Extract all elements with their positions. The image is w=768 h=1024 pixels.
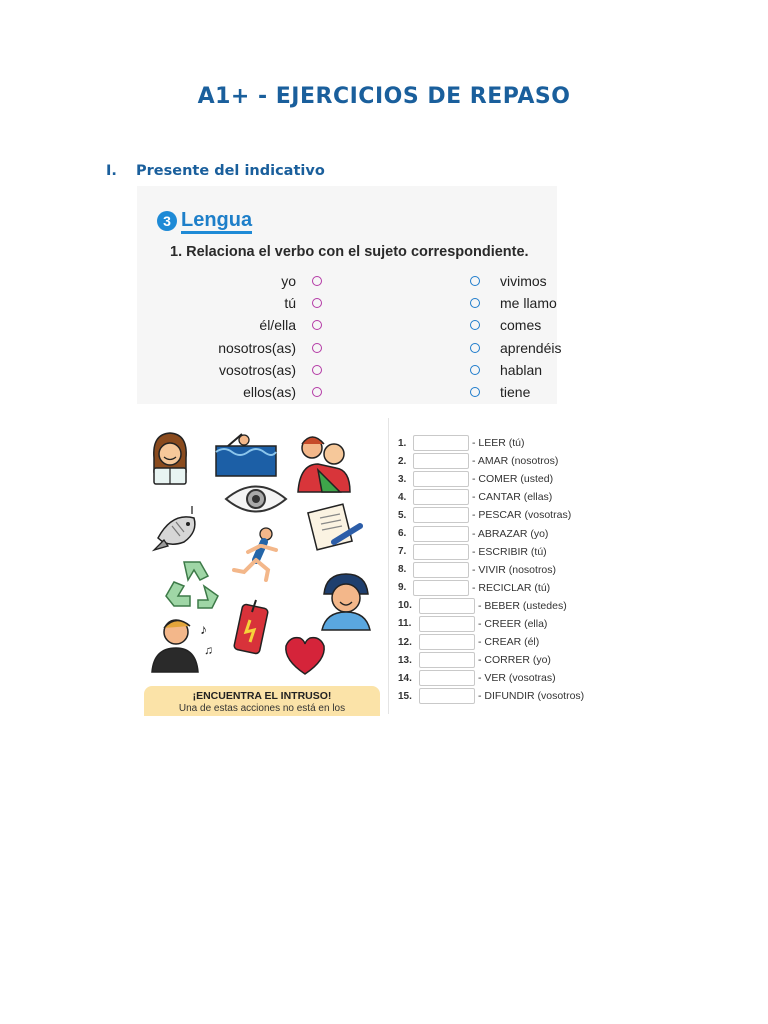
verb-row [470, 337, 570, 359]
answer-box[interactable] [413, 435, 469, 451]
answer-box[interactable] [413, 507, 469, 523]
item-number: 6. [398, 528, 407, 540]
answer-box[interactable] [413, 580, 469, 596]
item-text: - BEBER (ustedes) [478, 599, 567, 612]
list-item [398, 470, 608, 488]
list-item [398, 615, 608, 633]
list-item [398, 579, 608, 597]
circle-icon [312, 387, 322, 397]
item-number: 7. [398, 546, 407, 558]
circle-icon [470, 276, 480, 286]
item-text: - ESCRIBIR (tú) [472, 545, 547, 558]
item-text: - CORRER (yo) [478, 654, 551, 667]
list-item [398, 651, 608, 669]
verbs-column [470, 270, 570, 403]
subject-row [137, 381, 322, 403]
item-text: - DIFUNDIR (vosotros) [478, 690, 585, 703]
item-number: 1. [398, 437, 407, 449]
verb-row [470, 359, 570, 381]
section-heading [106, 163, 325, 179]
answer-box[interactable] [413, 489, 469, 505]
item-text: - AMAR (nosotros) [472, 455, 559, 468]
circle-icon [470, 343, 480, 353]
verb-label: tiene [500, 384, 531, 401]
item-number: 14. [398, 672, 412, 684]
reading-girl-icon [146, 428, 194, 486]
item-number: 4. [398, 491, 407, 503]
item-text: - ABRAZAR (yo) [472, 527, 549, 540]
item-number: 2. [398, 455, 407, 467]
conjugation-list [398, 434, 608, 705]
item-text: - LEER (tú) [472, 437, 525, 450]
hug-icon [292, 430, 356, 494]
list-item [398, 488, 608, 506]
subject-label: tú [284, 295, 296, 312]
verb-label: vivimos [500, 273, 547, 290]
eating-man-icon [316, 568, 376, 632]
item-text: - CREAR (él) [478, 636, 540, 649]
swimmer-icon [214, 430, 278, 478]
list-item [398, 561, 608, 579]
illustrations-panel [140, 418, 390, 714]
subject-label: él/ella [259, 317, 296, 334]
item-number: 8. [398, 564, 407, 576]
verb-row [470, 314, 570, 336]
item-number: 13. [398, 654, 412, 666]
item-text: - PESCAR (vosotras) [472, 509, 572, 522]
writing-paper-icon [304, 502, 364, 552]
item-text: - VER (vosotras) [478, 672, 556, 685]
lengua-word: Lengua [181, 209, 252, 234]
answer-box[interactable] [419, 670, 475, 686]
circle-icon [470, 320, 480, 330]
verb-label: hablan [500, 361, 543, 378]
list-item [398, 687, 608, 705]
list-item [398, 633, 608, 651]
answer-box[interactable] [419, 688, 475, 704]
eye-icon [224, 482, 288, 516]
circle-icon [312, 320, 322, 330]
lengua-heading [157, 208, 252, 234]
answer-box[interactable] [419, 634, 475, 650]
matching-exercise-image [137, 186, 562, 404]
subject-row [137, 292, 322, 314]
subjects-column [137, 270, 322, 403]
answer-box[interactable] [419, 652, 475, 668]
answer-box[interactable] [413, 526, 469, 542]
subject-row [137, 359, 322, 381]
column-divider [388, 418, 389, 714]
circle-icon [312, 276, 322, 286]
verb-label: me llamo [500, 295, 557, 312]
page-title: A1+ - EJERCICIOS DE REPASO [197, 84, 571, 109]
list-item [398, 506, 608, 524]
item-number: 11. [398, 618, 412, 630]
circle-icon [312, 343, 322, 353]
subject-row [137, 314, 322, 336]
list-item [398, 543, 608, 561]
subject-row [137, 337, 322, 359]
circle-icon [470, 387, 480, 397]
badge-number: 3 [157, 211, 177, 231]
item-number: 12. [398, 636, 412, 648]
item-text: - CREER (ella) [478, 617, 548, 630]
answer-box[interactable] [413, 471, 469, 487]
soda-can-icon [232, 598, 272, 656]
item-text: - VIVIR (nosotros) [472, 563, 557, 576]
runner-icon [230, 526, 290, 582]
heart-icon [282, 634, 328, 678]
item-number: 3. [398, 473, 407, 485]
verb-label: comes [500, 317, 542, 334]
item-number: 5. [398, 509, 407, 521]
subject-label: vosotros(as) [218, 361, 296, 378]
circle-icon [312, 298, 322, 308]
svg-text:♫: ♫ [204, 643, 213, 657]
item-text: - CANTAR (ellas) [472, 491, 553, 504]
subject-row [137, 270, 322, 292]
item-number: 10. [398, 600, 412, 612]
list-item [398, 597, 608, 615]
answer-box[interactable] [413, 562, 469, 578]
verb-row [470, 292, 570, 314]
item-number: 9. [398, 582, 407, 594]
item-number: 15. [398, 690, 412, 702]
subject-label: nosotros(as) [218, 339, 296, 356]
intruso-text: Una de estas acciones no está en los [178, 703, 346, 713]
instruction-text: 1. Relaciona el verbo con el sujeto correspondiente. [170, 244, 529, 260]
item-text: - COMER (usted) [472, 473, 554, 486]
subject-label: yo [281, 273, 296, 290]
verb-row [470, 381, 570, 403]
list-item [398, 434, 608, 452]
fish-icon [150, 502, 206, 554]
verb-label: aprendéis [500, 339, 562, 356]
list-item [398, 524, 608, 542]
answer-box[interactable] [419, 598, 475, 614]
answer-box[interactable] [419, 616, 475, 632]
subject-label: ellos(as) [243, 384, 296, 401]
verb-row [470, 270, 570, 292]
intruso-title: ¡ENCUENTRA EL INTRUSO! [192, 690, 332, 702]
answer-box[interactable] [413, 544, 469, 560]
circle-icon [470, 298, 480, 308]
section-number: I. [106, 163, 117, 179]
answer-box[interactable] [413, 453, 469, 469]
recycle-icon [160, 556, 226, 614]
singer-icon [148, 614, 214, 674]
list-item [398, 452, 608, 470]
circle-icon [312, 365, 322, 375]
find-intruder-box [144, 686, 380, 716]
svg-text:♪: ♪ [200, 621, 207, 637]
circle-icon [470, 365, 480, 375]
item-text: - RECICLAR (tú) [472, 581, 551, 594]
section-label: Presente del indicativo [136, 163, 325, 179]
list-item [398, 669, 608, 687]
